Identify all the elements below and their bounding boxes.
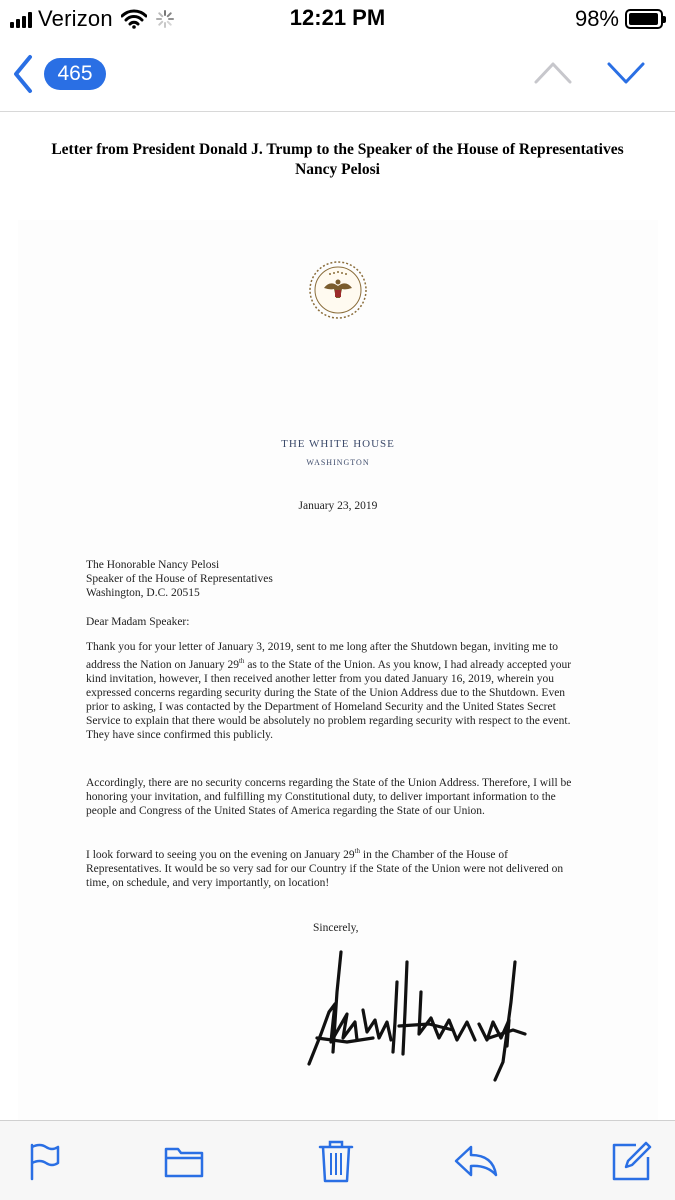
paragraph-1 [86,640,578,742]
address-line: Washington, D.C. 20515 [86,587,200,599]
carrier-name: Verizon [38,6,113,31]
letterhead-subtitle: WASHINGTON [306,458,370,467]
compose-icon [610,1139,654,1183]
reply-button[interactable] [452,1137,500,1185]
clock-time: 12:21 PM [289,5,386,30]
salutation: Dear Madam Speaker: [86,616,190,628]
ordinal-suffix: th [354,847,361,855]
address-line: Speaker of the House of Representatives [86,573,273,585]
address-line: The Honorable Nancy Pelosi [86,559,220,571]
message-heading [10,140,665,180]
battery-percent: 98% [574,6,619,31]
flag-icon [26,1141,62,1181]
move-to-folder-button[interactable] [160,1137,208,1185]
unread-count-badge: 465 [44,58,106,90]
flag-button[interactable] [20,1137,68,1185]
delete-button[interactable] [312,1137,360,1185]
bottom-toolbar [0,1120,675,1200]
status-bar [0,0,675,40]
compose-button[interactable] [608,1137,656,1185]
heading-line-1: Letter from President Donald J. Trump to the Speaker of the House of Representatives [51,141,624,158]
status-right [575,6,663,32]
paragraph-text: Thank you for your letter of January 3, 2019, sent to me long after the Shutdown began, inviting me to address the Nation on January 29 [86,641,559,671]
recipient-address [86,558,273,600]
message-body [0,112,675,1120]
message-nav-bar [0,40,675,112]
paragraph-text: as to the State of the Union. As you know, I had already accepted your kind invitation, however, I then received another letter from you dated January 16, 2019, wherein you expressed concerns regarding security during the State of the Union Address due to the Shutdown. Even prior to asking, I was contacted by the Department of Homeland Security and the United States Secret Service to explain that there would be absolutely no problem regarding security with respect to the event. They have since confirmed this publicly. [86,658,572,741]
paragraph-2: Accordingly, there are no security concerns regarding the State of the Union Address. Therefore, I will be honoring your invitation, and fulfilling my Constitutional duty, to deliver important information to the people and Congress of the United States of America regarding the State of our Union. [86,777,572,817]
back-chevron-icon [12,54,34,94]
heading-line-2: Nancy Pelosi [295,161,380,178]
presidential-seal-icon [308,260,368,320]
battery-icon [625,9,663,29]
back-to-inbox-button[interactable] [12,54,106,94]
paragraph-text: I look forward to seeing you on the evening on January 29 [86,848,355,861]
handwritten-signature [303,942,533,1082]
ordinal-suffix: th [238,657,245,665]
paragraph-3 [86,844,578,890]
reply-icon [453,1143,499,1179]
paragraph-text: in the Chamber of the House of Representatives. It would be so very sad for our Country if the State of the Union were not delivered on time, on schedule, and very importantly, on location! [86,848,564,889]
previous-message-icon[interactable] [533,58,573,86]
battery-level-fill [629,13,658,25]
trash-icon [318,1139,354,1183]
closing: Sincerely, [313,922,359,934]
next-message-icon[interactable] [606,58,646,86]
letterhead-title: THE WHITE HOUSE [281,438,395,450]
letter-image [18,220,658,1160]
letter-date: January 23, 2019 [298,500,378,512]
folder-icon [163,1143,205,1179]
